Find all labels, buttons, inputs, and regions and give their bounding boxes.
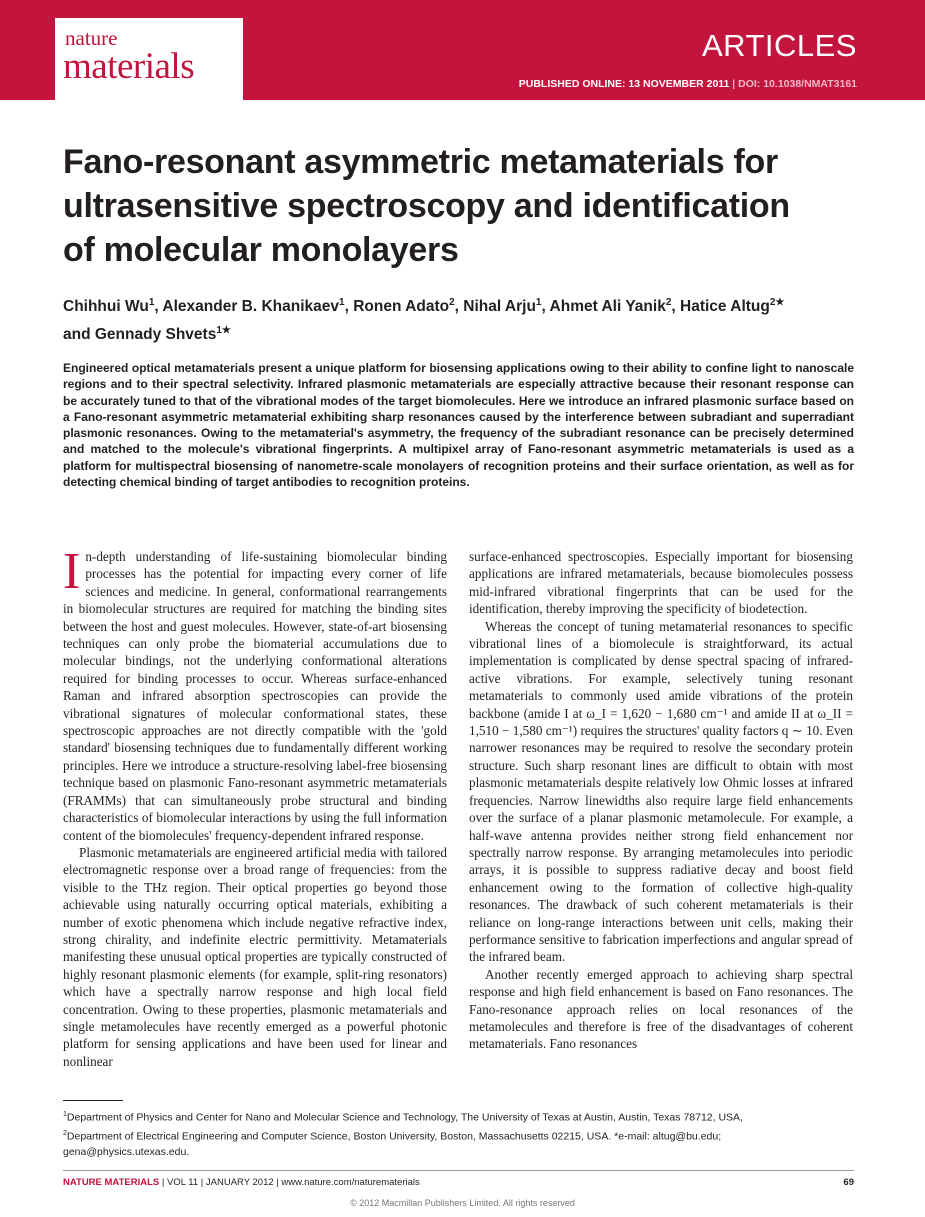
title-line: Fano-resonant asymmetric metamaterials for [63,143,778,181]
paragraph-text: n-depth understanding of life-sustaining biomolecular binding processes has the potential for impacting every corner of life sciences and medicine. In general, conformational rearrangements in biomolecular structures are required for matching the binding sites between the host and guest molecules. However, state-of-art biosensing techniques can only probe the biomaterial accumulations due to molecular bindings, not the underlying conformational alterations required for binding processes to occur. Whereas surface-enhanced Raman and infrared absorption spectroscopies can provide the vibrational signatures of molecular conformational states, these spectroscopic approaches are not directly compatible with the 'gold standard' biosensing techniques due to fundamentally different working principles. Here we introduce a structure-resolving label-free biosensing technique based on plasmonic Fano-resonant asymmetric metamaterials (FRAMMs) that can simultaneously probe structural and binding characteristics of biomolecular interactions by using the full information content of the biomolecules' frequency-dependent infrared response. [63,549,447,843]
body-column-right [469,548,853,1053]
affiliation-line [63,1126,863,1145]
article-title [63,140,863,272]
page-number: 69 [843,1177,854,1188]
drop-cap: I [63,543,81,600]
affil-text: Department of Electrical Engineering and Computer Science, Boston University, Boston, Massachusetts 02215, USA. *e-mail: altug@bu.edu; [66,1130,722,1142]
author-affil: 1 [339,297,345,308]
logo-nature-text: nature [65,26,118,50]
affil-number: 2 [63,1129,67,1137]
abstract: Engineered optical metamaterials present a unique platform for biosensing applications owing to their ability to confine light to nanoscale regions and to their spectral selectivity. Infrared plasmonic metamaterials are especially attractive because their resonant response can be accurately tuned to that of the vibrational modes of the target biomolecules. Here we introduce an infrared plasmonic surface based on a Fano-resonant asymmetric metamaterial exhibiting sharp resonances caused by the interference between subradiant and superradiant plasmonic resonances. Owing to the metamaterial's asymmetry, the frequency of the subradiant resonance can be precisely determined and matched to the molecule's vibrational fingerprints. A multipixel array of Fano-resonant asymmetric metamaterials is used as a platform for multispectral biosensing of nanometre-scale monolayers of recognition proteins and their surface orientation, as well as for detecting chemical binding of target antibodies to recognition proteins. [63,361,854,490]
author: Alexander B. Khanikaev [162,298,340,316]
journal-logo[interactable] [55,18,243,100]
author: Ahmet Ali Yanik [549,298,666,316]
author: Gennady Shvets [94,326,217,344]
author: Chihhui Wu [63,298,149,316]
publication-info [519,78,857,90]
title-line: ultrasensitive spectroscopy and identification [63,187,790,225]
doi-link[interactable]: DOI: 10.1038/NMAT3161 [738,78,857,90]
footer-volume[interactable]: | VOL 11 | JANUARY 2012 | www.nature.com/naturematerials [161,1177,420,1188]
author-affil: 2★ [769,297,785,308]
copyright-notice: © 2012 Macmillan Publishers Limited. All rights reserved [350,1198,575,1208]
affil-text: Department of Physics and Center for Nano and Molecular Science and Technology, The University of Texas at Austin, Austin, Texas 78712, USA, [66,1111,743,1124]
body-column-left [63,543,447,1070]
author: Nihal Arju [463,298,536,316]
body-paragraph [63,543,447,844]
author-list: Chihhui Wu$^1$, Alexander B. Khanikaev$^1$, Ronen Adato$^2$, Nihal Arju$^1$, Ahmet Ali Yanik$^2$, Hatice Altug$^{2★}$ and Gennady Shvets$^{1★}$ [63,297,785,344]
author: Hatice Altug [680,298,770,316]
published-date: PUBLISHED ONLINE: 13 NOVEMBER 2011 [518,78,730,90]
affiliations [63,1107,863,1160]
author-affil: 2 [449,297,455,308]
author-affil: 1 [148,297,155,308]
logo-materials-text: materials [63,46,195,87]
body-paragraph: Another recently emerged approach to achieving sharp spectral response and high field enhancement is based on Fano resonances. The Fano-resonance approach relies on local resonances of the metamolecules and therefore is free of the disadvantages of coherent metamaterials. Fano resonances [469,966,853,1052]
affiliation-line [63,1144,863,1160]
separator: | [732,78,736,90]
header-banner [0,0,925,100]
affil-number: 1 [63,1111,67,1118]
affiliation-line [63,1107,863,1126]
author-affil: 1★ [216,325,231,337]
section-label: ARTICLES [701,28,857,63]
title-line: of molecular monolayers [63,231,459,269]
footer-journal: NATURE MATERIALS [63,1177,160,1188]
body-paragraph: Whereas the concept of tuning metamaterial resonances to specific vibrational lines of a biomolecule is straightforward, its actual implementation is complicated by dense spectral spacing of infrared-active vibrations. For example, selectively tuning resonant metamaterials to commonly used amide vibrations of the protein backbone (amide I at ω_I = 1,620 − 1,680 cm⁻¹ and amide II at ω_II = 1,510 − 1,580 cm⁻¹) requires the structures' quality factors q ∼ 10. Even narrower resonances may be required to resolve the secondary protein structure. Such sharp resonant lines are difficult to obtain with most plasmonic metamaterials despite relatively low Ohmic losses at infrared frequencies. Narrow linewidths also require large field enhancements over the surface of a planar plasmonic metamolecule. For example, a half-wave antenna provides neither strong field enhancement nor spectrally narrow response. By arranging metamolecules into periodic arrays, it is possible to suppress radiative decay and boost field enhancement owing to the formation of collective high-quality resonances. The drawback of such coherent metamaterials is their reliance on long-range interactions between unit cells, making their performance sensitive to fabrication imperfections and angular spread of the infrared beam. [469,618,853,965]
author-affil: 1 [535,297,542,308]
affiliation-divider [63,1100,123,1101]
body-paragraph: Plasmonic metamaterials are engineered artificial media with tailored electromagnetic response over a broad range of frequencies: from the visible to the THz region. Their optical properties go beyond those achievable using naturally occurring optical materials, exhibiting a number of exotic phenomena which include negative refractive index, strong chirality, and indefinite electric permittivity. Metamaterials manifesting these unusual optical properties are typically constructed of highly resonant plasmonic elements (for example, split-ring resonators) which have a spectrally narrow response and high local field concentration. Owing to these properties, plasmonic metamaterials and single metamolecules have recently emerged as a powerful photonic platform for sensing applications and have been used for linear and nonlinear [63,844,447,1069]
page-footer [63,1177,854,1188]
body-paragraph: surface-enhanced spectroscopies. Especially important for biosensing applications are infrared metamaterials, because biomolecules possess mid-infrared vibrational fingerprints that can be used for the identification, thereby improving the specificity of biodetection. [469,549,853,617]
footer-divider [63,1170,854,1171]
author: Ronen Adato [353,298,450,316]
author-affil: 2 [665,297,672,308]
affil-text: gena@physics.utexas.edu. [63,1146,190,1158]
author-conjunction: and [63,326,91,344]
